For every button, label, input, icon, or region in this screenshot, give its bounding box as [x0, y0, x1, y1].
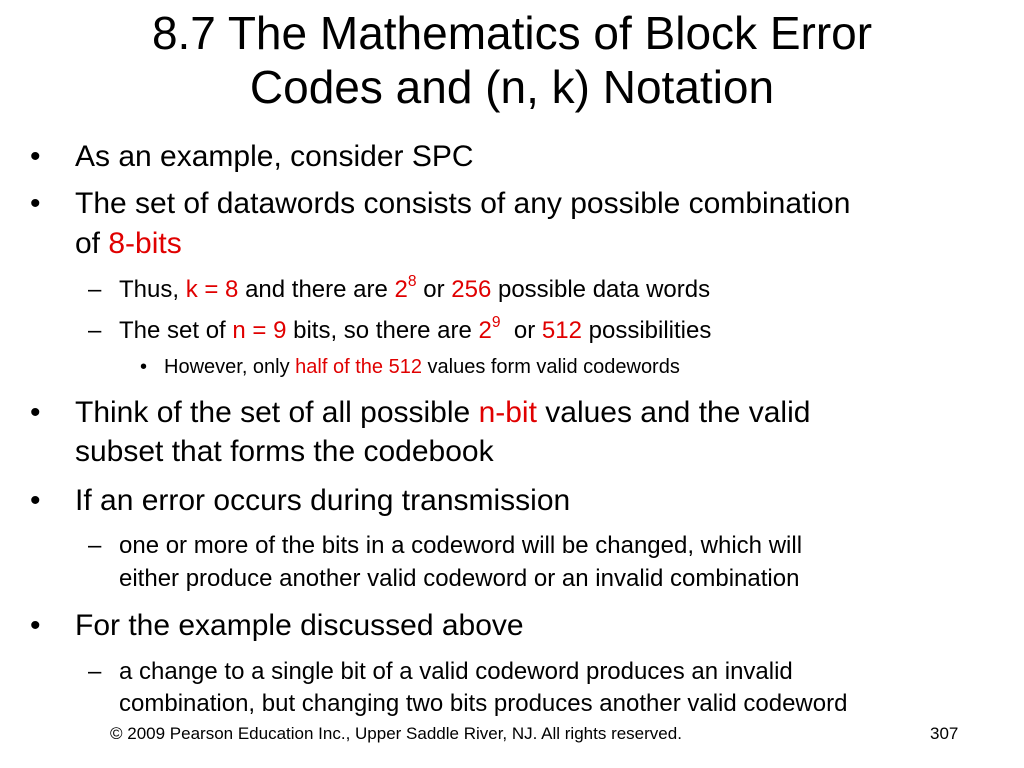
bullet-text: If an error occurs during transmission — [75, 484, 571, 517]
bullet-marker: • — [30, 140, 41, 173]
bullet-text: For the example discussed above — [75, 609, 524, 642]
bullet-marker: • — [30, 484, 41, 517]
bullet-marker: • — [30, 187, 41, 220]
sub-text: Thus, — [119, 276, 186, 303]
highlight-2-pow-9: $2^9$ — [478, 314, 501, 344]
highlight-512: 512 — [541, 317, 582, 344]
slide-title-line1: 8.7 The Mathematics of Block Error — [151, 7, 873, 59]
slide-title-line2: Codes and (n, k) Notation — [249, 61, 775, 113]
sub-text: one or more of the bits in a codeword will be changed, which will — [119, 532, 803, 559]
sub-text: a change to a single bit of a valid codeword produces an invalid — [119, 658, 793, 685]
sub-text: and there are — [238, 276, 395, 303]
bullet-text: As an example, consider SPC — [75, 140, 474, 173]
sub-text: combination, but changing two bits produces another valid codeword — [119, 690, 848, 717]
copyright-footer: © 2009 Pearson Education Inc., Upper Saddle River, NJ. All rights reserved. — [110, 724, 682, 743]
highlight-half-of-512: half of the 512 — [295, 356, 422, 378]
highlight-n-bit: n-bit — [478, 396, 537, 429]
bullet-marker: • — [30, 609, 41, 642]
slide-title — [0, 6, 1024, 114]
dash-marker: – — [88, 532, 102, 559]
bullet-text: subset that forms the codebook — [75, 435, 494, 468]
highlight-n9: n = 9 — [232, 317, 287, 344]
subsub-text: However, only — [164, 356, 296, 378]
page-number: 307 — [930, 724, 959, 743]
sub-text: or — [416, 276, 452, 303]
bullet-text: The set of datawords consists of any possible combination — [75, 187, 851, 220]
sub-text: possible data words — [491, 276, 711, 303]
sub-text: possibilities — [581, 317, 712, 344]
sub-text: bits, so there are — [286, 317, 479, 344]
sub-text: The set of — [119, 317, 233, 344]
dash-marker: – — [88, 276, 102, 303]
bullet-marker: • — [140, 356, 148, 378]
subsub-text: values form valid codewords — [421, 356, 680, 378]
exponent: 9 — [491, 314, 501, 332]
highlight-k8: k = 8 — [185, 276, 239, 303]
bullet-text: Think of the set of all possible — [75, 396, 479, 429]
sub-text: or — [500, 317, 542, 344]
sub-text: either produce another valid codeword or an invalid combination — [119, 565, 800, 592]
highlight-256: 256 — [451, 276, 492, 303]
dash-marker: – — [88, 317, 102, 344]
bullet-marker: • — [30, 396, 41, 429]
exponent: 8 — [407, 273, 417, 291]
bullet-text: of — [75, 227, 109, 260]
dash-marker: – — [88, 658, 102, 685]
bullet-text: values and the valid — [536, 396, 811, 429]
highlight-2-pow-8: $2^8$ — [394, 273, 417, 303]
highlight-8-bits: 8-bits — [108, 227, 182, 260]
